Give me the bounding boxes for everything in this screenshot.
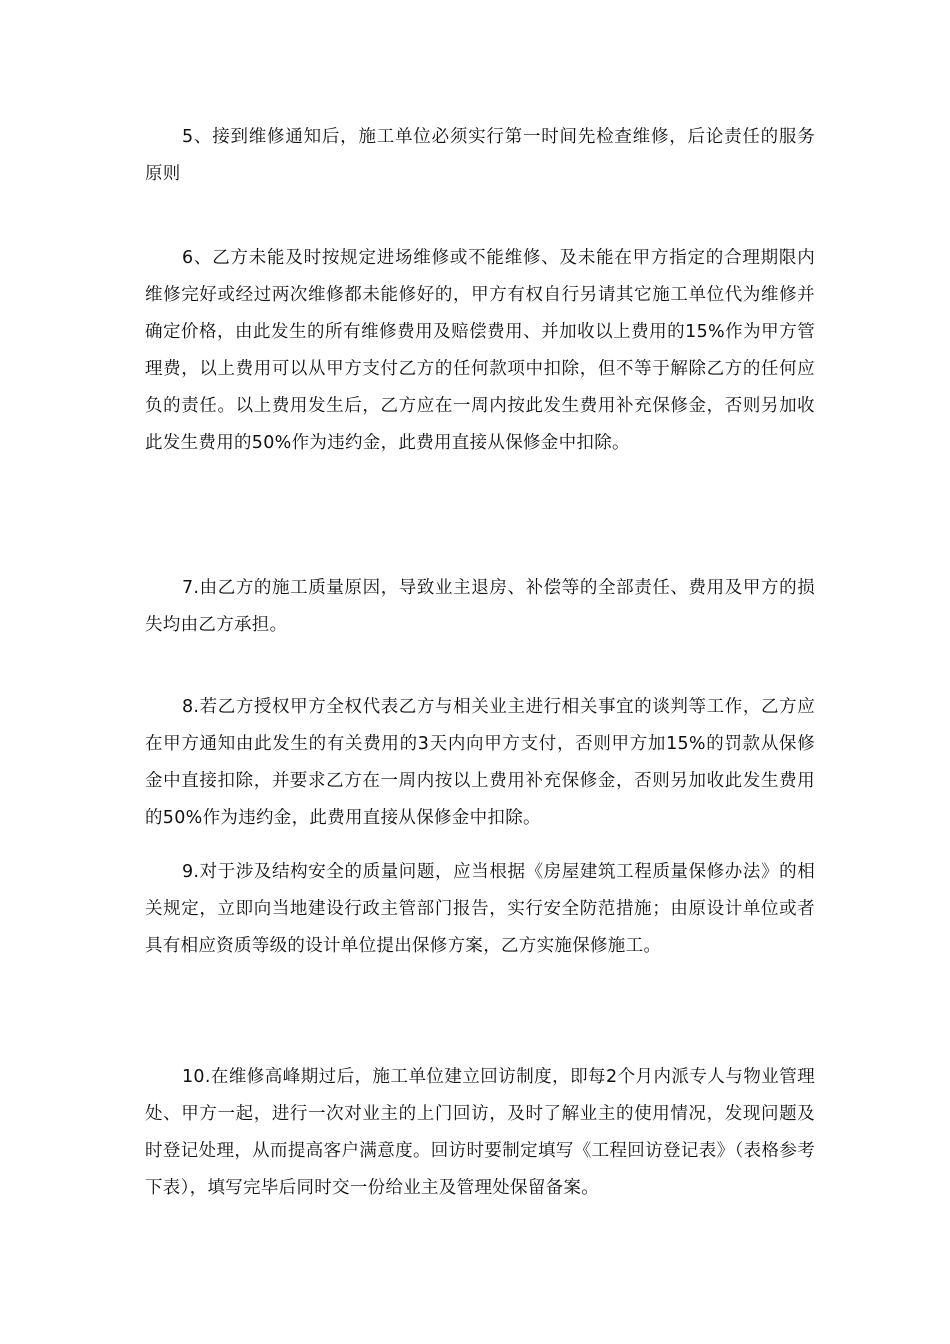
paragraph-item-6: 6、乙方未能及时按规定进场维修或不能维修、及未能在甲方指定的合理期限内维修完好或经过两次维修都未能修好的，甲方有权自行另请其它施工单位代为维修并确定价格，由此发生的所有维修费用及赔偿费用、并加收以上费用的15%作为甲方管理费，以上费用可以从甲方支付乙方的任何款项中扣除，但不等于解除乙方的任何应负的责任。以上费用发生后，乙方应在一周内按此发生费用补充保修金，否则另加收此发生费用的50%作为违约金，此费用直接从保修金中扣除。 — [145, 248, 815, 453]
paragraph-item-10: 10.在维修高峰期过后，施工单位建立回访制度，即每2个月内派专人与物业管理处、甲方一起，进行一次对业主的上门回访，及时了解业主的使用情况，发现问题及时登记处理，从而提高客户满意度。回访时要制定填写《工程回访登记表》（表格参考下表），填写完毕后同时交一份给业主及管理处保留备案。 — [145, 1067, 815, 1198]
paragraph-item-7: 7.由乙方的施工质量原因，导致业主退房、补偿等的全部责任、费用及甲方的损失均由乙方承担。 — [145, 578, 815, 635]
paragraph-item-5: 5、接到维修通知后，施工单位必须实行第一时间先检查维修，后论责任的服务原则 — [145, 127, 815, 184]
paragraph-item-9: 9.对于涉及结构安全的质量问题，应当根据《房屋建筑工程质量保修办法》的相关规定，立即向当地建设行政主管部门报告，实行安全防范措施；由原设计单位或者具有相应资质等级的设计单位提出保修方案，乙方实施保修施工。 — [145, 862, 815, 956]
paragraph-item-8: 8.若乙方授权甲方全权代表乙方与相关业主进行相关事宜的谈判等工作，乙方应在甲方通知由此发生的有关费用的3天内向甲方支付，否则甲方加15%的罚款从保修金中直接扣除，并要求乙方在一周内按以上费用补充保修金，否则另加收此发生费用的50%作为违约金，此费用直接从保修金中扣除。 — [145, 697, 815, 828]
